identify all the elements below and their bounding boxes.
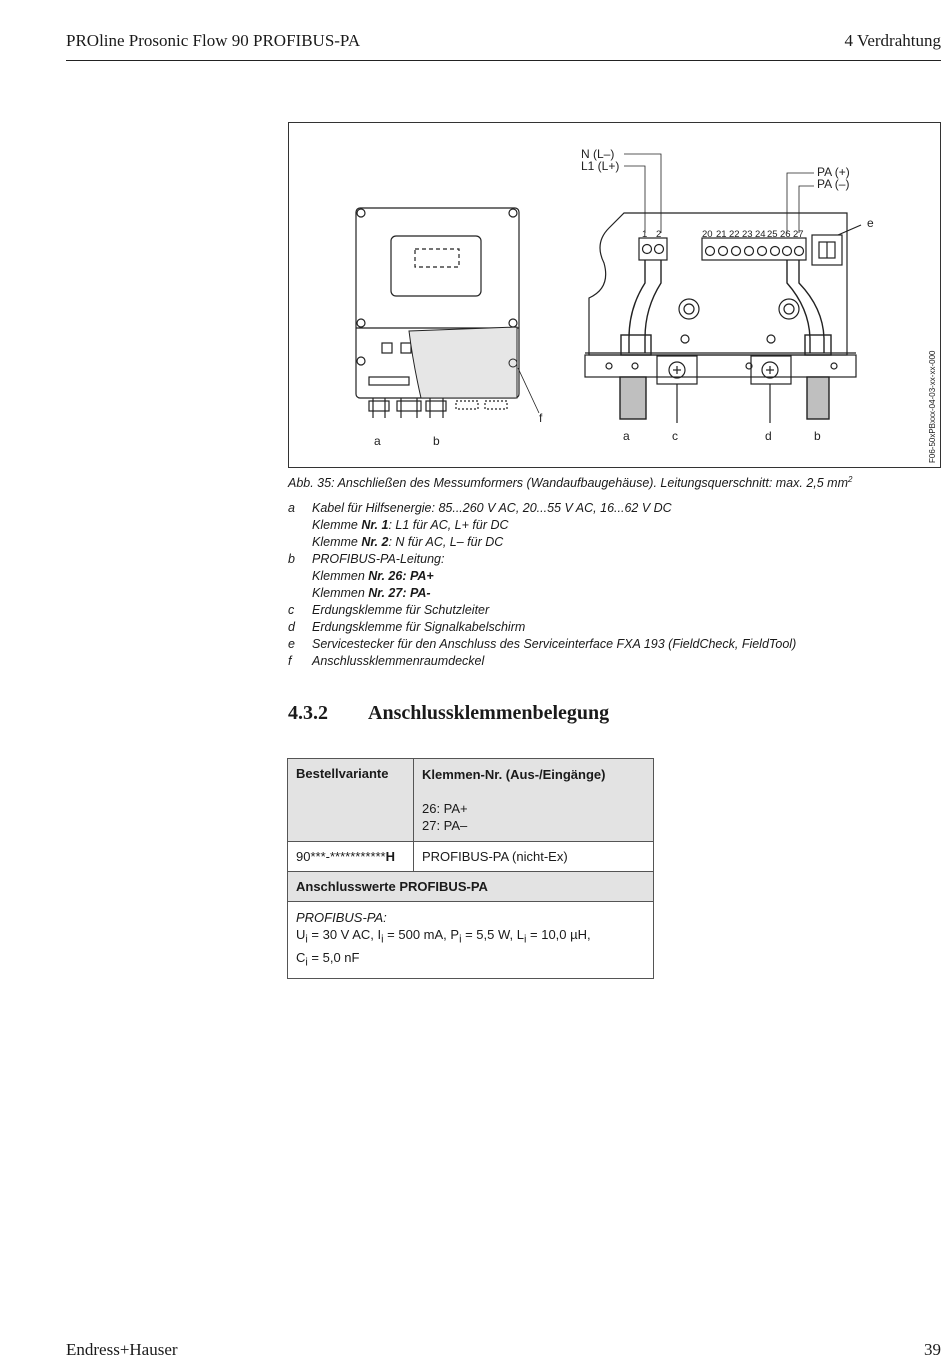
table-section-cell: Anschlusswerte PROFIBUS-PA: [288, 872, 654, 902]
wiring-diagram: [289, 123, 942, 469]
label-b-left: b: [433, 434, 440, 448]
legend-line: Klemme Nr. 1: L1 für AC, L+ für DC: [312, 518, 509, 532]
legend-item-f: [288, 653, 796, 670]
legend-item-b: [288, 551, 796, 602]
label-a-left: a: [374, 434, 381, 448]
terminal-24: 24: [755, 229, 766, 240]
terminal-20: 20: [702, 229, 713, 240]
legend-text: Kabel für Hilfsenergie: 85...260 V AC, 20...55 V AC, 16...62 V DC: [312, 501, 672, 515]
legend-text: Erdungsklemme für Schutzleiter: [312, 603, 490, 617]
label-pa-minus: PA (–): [817, 177, 850, 191]
legend-key: a: [288, 501, 295, 515]
table-header-cell: Klemmen-Nr. (Aus-/Eingänge) 26: PA+ 27: PA–: [414, 759, 654, 842]
legend-item-c: [288, 602, 796, 619]
table-cell: [288, 902, 654, 979]
legend-line: Klemmen Nr. 27: PA-: [312, 586, 431, 600]
terminal-1: 1: [642, 229, 648, 240]
table-cell: PROFIBUS-PA (nicht-Ex): [414, 842, 654, 872]
terminal-27: 27: [793, 229, 804, 240]
label-e: e: [867, 216, 874, 230]
profibus-cable-b: [787, 260, 831, 419]
values-title: PROFIBUS-PA:: [296, 910, 387, 925]
legend-key: e: [288, 637, 295, 651]
figure-caption: [288, 475, 852, 490]
header-rule: [66, 60, 941, 61]
values-line-2: $C_i = 5,0$ nF: [296, 949, 360, 969]
values-line-1: $U_i = 30$ V AC, $I_i = 500$ mA, $P_i = 5,5$ W, $L_i = 10,0$ µH,: [296, 927, 591, 946]
legend-key: c: [288, 603, 295, 617]
table-row: [288, 842, 654, 872]
table-header-row: [288, 759, 654, 842]
terminal-2: 2: [656, 229, 662, 240]
running-header-title: PROline Prosonic Flow 90 PROFIBUS-PA: [66, 31, 361, 50]
label-a-right: a: [623, 429, 630, 443]
page-number: 39: [924, 1340, 941, 1359]
wiring-figure: [288, 122, 941, 468]
terminal-cover-f: [409, 327, 517, 398]
caption-sup: 2: [848, 475, 853, 484]
running-header-chapter: 4 Verdrahtung: [844, 31, 941, 50]
legend-item-e: [288, 636, 796, 653]
legend-text: Erdungsklemme für Signalkabelschirm: [312, 620, 526, 634]
label-f: f: [539, 411, 543, 425]
terminal-26: 26: [780, 229, 791, 240]
terminal-23: 23: [742, 229, 753, 240]
section-heading: [288, 702, 609, 725]
label-pa-plus: PA (+): [817, 165, 850, 179]
legend-text: PROFIBUS-PA-Leitung:: [312, 552, 445, 566]
legend-key: f: [288, 654, 292, 668]
table-cell: 90***-***********H: [288, 842, 414, 872]
terminal-21: 21: [716, 229, 727, 240]
legend-text: Anschlussklemmenraumdeckel: [312, 654, 485, 668]
legend-item-a: [288, 500, 796, 551]
table-header-cell: Bestellvariante: [288, 759, 414, 842]
label-c: c: [672, 429, 678, 443]
terminal-22: 22: [729, 229, 740, 240]
legend-line: Klemmen Nr. 26: PA+: [312, 569, 434, 583]
terminal-assignment-table: [287, 758, 654, 979]
table-row: [288, 902, 654, 979]
section-number: 4.3.2: [288, 702, 328, 724]
label-b-right: b: [814, 429, 821, 443]
terminal-27-label: 27: PA–: [422, 818, 468, 833]
footer-brand: Endress+Hauser: [66, 1340, 178, 1359]
table-section-row: [288, 872, 654, 902]
legend-key: b: [288, 552, 295, 566]
legend-item-d: [288, 619, 796, 636]
figure-id: F06-50xPBxxx-04-03-xx-xx-000: [928, 350, 937, 463]
terminal-26-label: 26: PA+: [422, 801, 468, 816]
legend-key: d: [288, 620, 295, 634]
legend-text: Servicestecker für den Anschluss des Serviceinterface FXA 193 (FieldCheck, FieldTool): [312, 637, 797, 651]
label-l1: L1 (L+): [581, 159, 620, 173]
label-d: d: [765, 429, 772, 443]
figure-legend: [288, 500, 796, 670]
legend-line: Klemme Nr. 2: N für AC, L– für DC: [312, 535, 504, 549]
caption-text: Abb. 35: Anschließen des Messumformers (Wandaufbaugehäuse). Leitungsquerschnitt: max. 2,5 mm: [288, 476, 849, 491]
section-title: Anschlussklemmenbelegung: [368, 702, 610, 724]
label-n: N (L–): [581, 147, 615, 161]
power-cable-a: [620, 260, 661, 419]
terminal-25: 25: [767, 229, 778, 240]
